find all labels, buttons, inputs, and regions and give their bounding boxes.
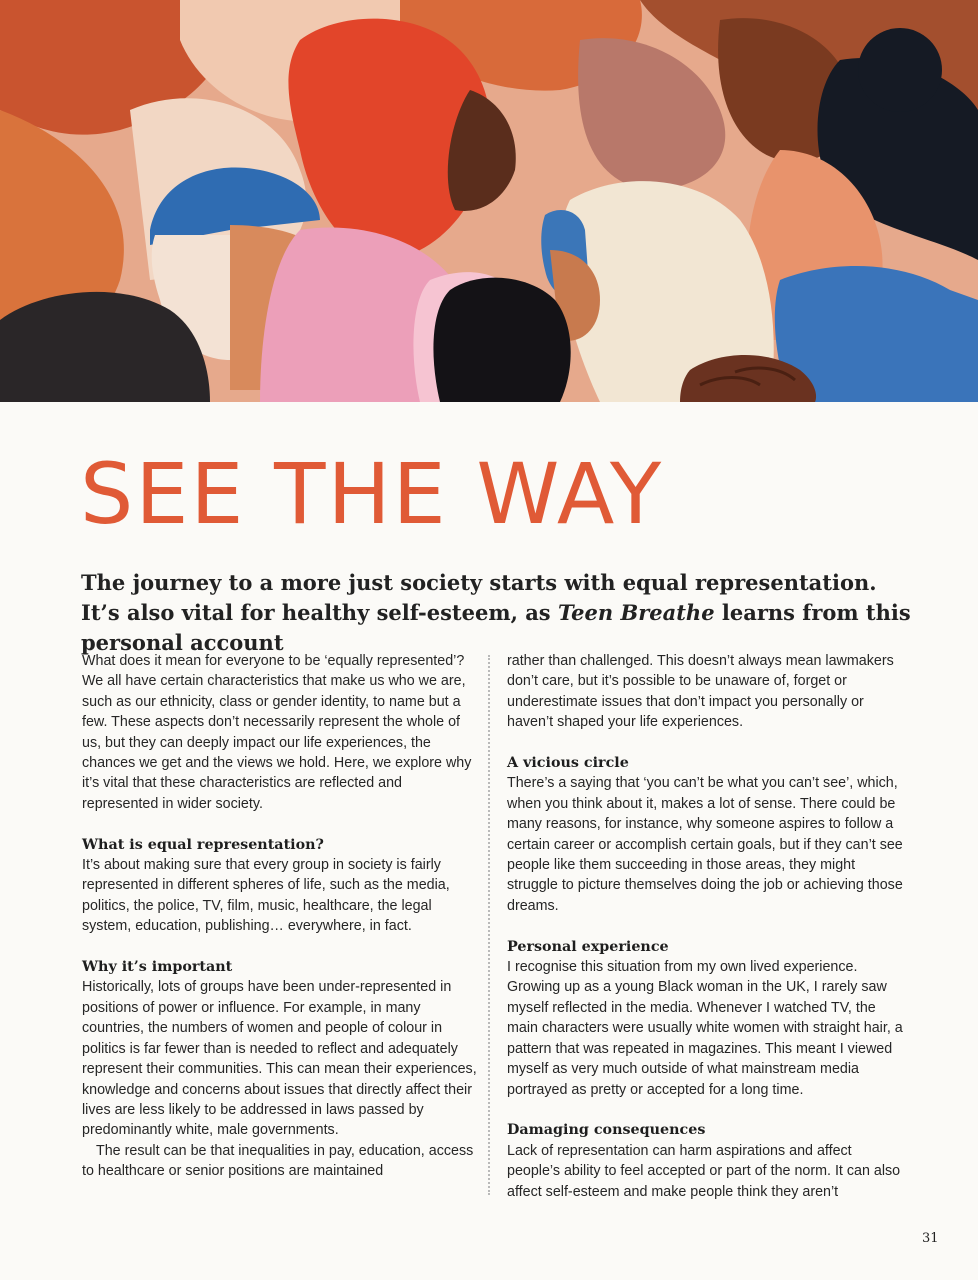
intro-paragraph: What does it mean for everyone to be ‘equally represented’? We all have certain characteristics that make us who we are, such as our ethnicity, class or gender identity, to name but a few. These aspects don’t necessarily represent the whole of us, but they can deeply impact our life experiences, the chances we get and the views we hold. Here, we explore why it’s vital that these characteristics are reflected and represented in wider society. xyxy=(82,653,472,812)
hero-illustration xyxy=(0,0,978,402)
right-column xyxy=(507,651,907,1202)
magazine-name: Teen Breathe xyxy=(557,600,715,625)
body-why-important-continued: The result can be that inequalities in pay, education, access to healthcare or senior positions are maintained xyxy=(82,1142,474,1180)
body-vicious-circle: There’s a saying that ‘you can’t be what you can’t see’, which, when you think about it, makes a lot of sense. There could be many reasons, for instance, why someone aspires to follow a certain career or accomplish certain goals, but if they can’t see people like them succeeding in those areas, they might struggle to picture themselves doing the job or achieving those dreams. xyxy=(507,775,903,914)
heading-damaging-consequences: Damaging consequences xyxy=(507,1122,706,1139)
heading-why-important: Why it’s important xyxy=(82,959,233,976)
body-continued: rather than challenged. This doesn’t always mean lawmakers don’t care, but it’s possible to be unaware of, forget or underestimate issues that don’t impact you personally or haven’t shaped your life experiences. xyxy=(507,653,894,731)
heading-vicious-circle: A vicious circle xyxy=(507,755,629,772)
left-column xyxy=(82,651,482,1182)
body-damaging-consequences: Lack of representation can harm aspirations and affect people’s ability to feel accepted or part of the norm. It can also affect self-esteem and make people think they aren’t xyxy=(507,1142,901,1200)
body-personal-experience: I recognise this situation from my own lived experience. Growing up as a young Black woman in the UK, I rarely saw myself reflected in the media. Whenever I watched TV, the main characters were usually white women with straight hair, a pattern that was repeated in magazines. This meant I viewed myself as very much outside of what mainstream media portrayed as pretty or accepted for a long time. xyxy=(507,959,903,1098)
standfirst-text-end: learns from this personal account xyxy=(81,600,911,655)
body-equal-representation: It’s about making sure that every group in society is fairly represented in different spheres of life, such as the media, politics, the police, TV, film, music, healthcare, the legal system, education, publishing… everywhere, in fact. xyxy=(82,857,450,935)
column-divider xyxy=(488,655,490,1195)
standfirst-text: The journey to a more just society starts with equal representation. It’s also vital for healthy self-esteem, as xyxy=(81,570,877,625)
standfirst xyxy=(81,568,911,658)
article-title: SEE THE WAY xyxy=(80,445,664,543)
page-number: 31 xyxy=(922,1231,939,1246)
heading-equal-representation: What is equal representation? xyxy=(82,836,324,853)
heading-personal-experience: Personal experience xyxy=(507,938,669,955)
body-why-important: Historically, lots of groups have been under-represented in positions of power or influence. For example, in many countries, the numbers of women and people of colour in politics is far fewer than is needed to reflect and adequately represent their communities. This can mean their experiences, knowledge and concerns about issues that directly affect their lives are less likely to be addressed in laws passed by predominantly white, male governments. xyxy=(82,979,477,1139)
